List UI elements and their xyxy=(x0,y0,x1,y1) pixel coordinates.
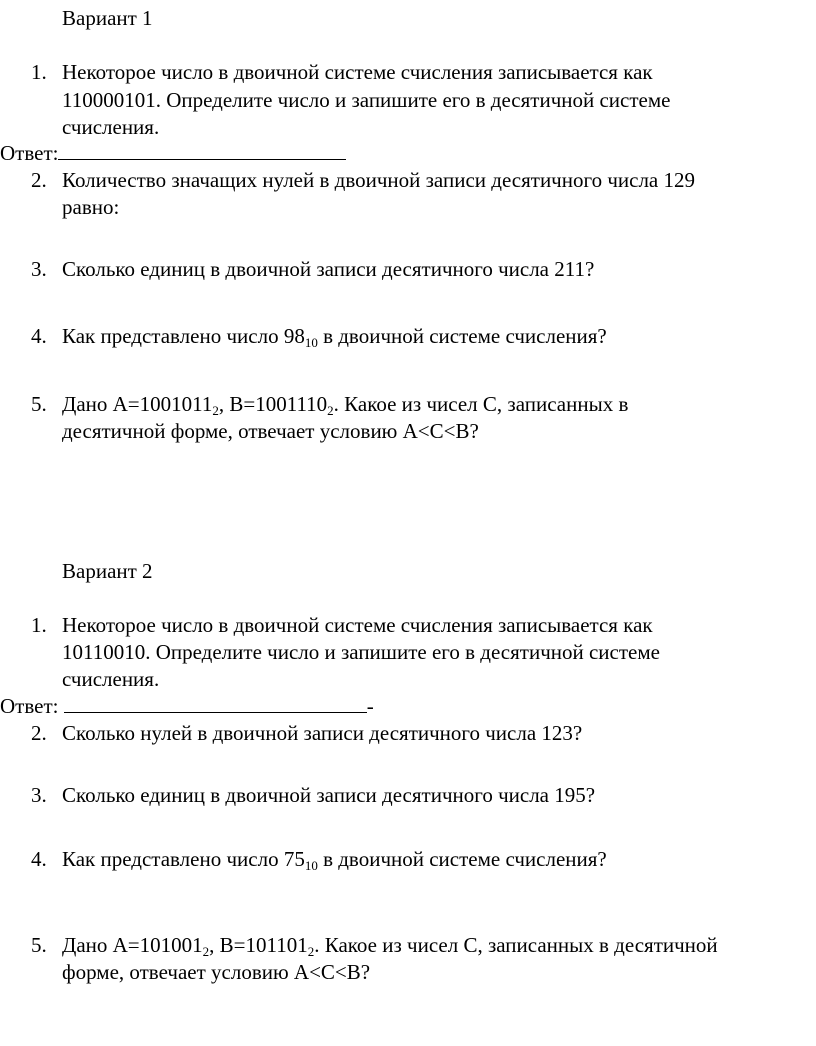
v1-q4-subscript: 10 xyxy=(304,335,318,350)
v2-q4-subscript: 10 xyxy=(304,858,318,873)
v1-q2-line2: равно: xyxy=(62,195,120,219)
v2-q2-number: 2. xyxy=(31,721,47,745)
v1-q4-number: 4. xyxy=(31,324,47,348)
v2-q5-line2: форме, отвечает условию A<C<B? xyxy=(62,960,371,984)
v2-q1-line3: счисления. xyxy=(62,667,160,691)
v1-q1-line2: 110000101. Определите число и запишите его в десятичной системе xyxy=(62,88,671,112)
v2-q5-line1 xyxy=(62,932,718,958)
v2-q3-number: 3. xyxy=(31,783,47,807)
v1-q4-text xyxy=(62,323,607,349)
v1-q5-b: , B=1001110 xyxy=(218,392,328,416)
v2-q5-a-subscript: 2 xyxy=(202,944,210,959)
v1-q3-number: 3. xyxy=(31,257,47,281)
v2-q5-number: 5. xyxy=(31,933,47,957)
v1-q2-number: 2. xyxy=(31,168,47,192)
v2-q4-post: в двоичной системе счисления? xyxy=(317,847,607,871)
v2-answer-blank[interactable] xyxy=(64,694,367,713)
v1-q5-number: 5. xyxy=(31,392,47,416)
v1-answer-row xyxy=(0,140,346,166)
v1-answer-blank[interactable] xyxy=(58,141,346,160)
v1-q5-line1 xyxy=(62,391,628,417)
v1-q5-a: Дано A=1001011 xyxy=(62,392,213,416)
v2-q4-text xyxy=(62,846,607,872)
v1-answer-label: Ответ: xyxy=(0,141,59,165)
v1-q5-a-subscript: 2 xyxy=(212,403,219,418)
v2-q4-pre: Как представлено число 75 xyxy=(62,847,305,871)
v1-q1-line3: счисления. xyxy=(62,115,160,139)
v2-answer-row xyxy=(0,693,374,719)
v1-q5-line1-rest: . Какое из чисел C, записанных в xyxy=(333,392,629,416)
variant-2-title: Вариант 2 xyxy=(62,559,153,583)
v2-q5-a: Дано A=101001 xyxy=(62,933,203,957)
v2-q3-text: Сколько единиц в двоичной записи десятичного числа 195? xyxy=(62,783,596,807)
v2-answer-label: Ответ: xyxy=(0,694,64,718)
v2-q4-number: 4. xyxy=(31,847,47,871)
v2-q5-line1-rest: . Какое из чисел C, записанных в десятичной xyxy=(314,933,718,957)
v1-q4-post: в двоичной системе счисления? xyxy=(317,324,607,348)
v1-q1-line1: Некоторое число в двоичной системе счисления записывается как xyxy=(62,60,653,84)
v1-q1-number: 1. xyxy=(31,60,47,84)
v2-q1-number: 1. xyxy=(31,613,47,637)
v2-q1-line2: 10110010. Определите число и запишите его в десятичной системе xyxy=(62,640,660,664)
v2-answer-dash: - xyxy=(366,694,374,718)
v2-q5-b-subscript: 2 xyxy=(307,944,315,959)
v1-q2-line1: Количество значащих нулей в двоичной записи десятичного числа 129 xyxy=(62,168,695,192)
v1-q5-b-subscript: 2 xyxy=(327,403,334,418)
v2-q1-line1: Некоторое число в двоичной системе счисления записывается как xyxy=(62,613,653,637)
v1-q4-pre: Как представлено число 98 xyxy=(62,324,305,348)
v1-q3-text: Сколько единиц в двоичной записи десятичного числа 211? xyxy=(62,257,595,281)
v1-q5-line2: десятичной форме, отвечает условию A<C<B? xyxy=(62,419,479,443)
v2-q2-text: Сколько нулей в двоичной записи десятичного числа 123? xyxy=(62,721,583,745)
variant-1-title: Вариант 1 xyxy=(62,6,153,30)
v2-q5-b: , B=101101 xyxy=(209,933,308,957)
